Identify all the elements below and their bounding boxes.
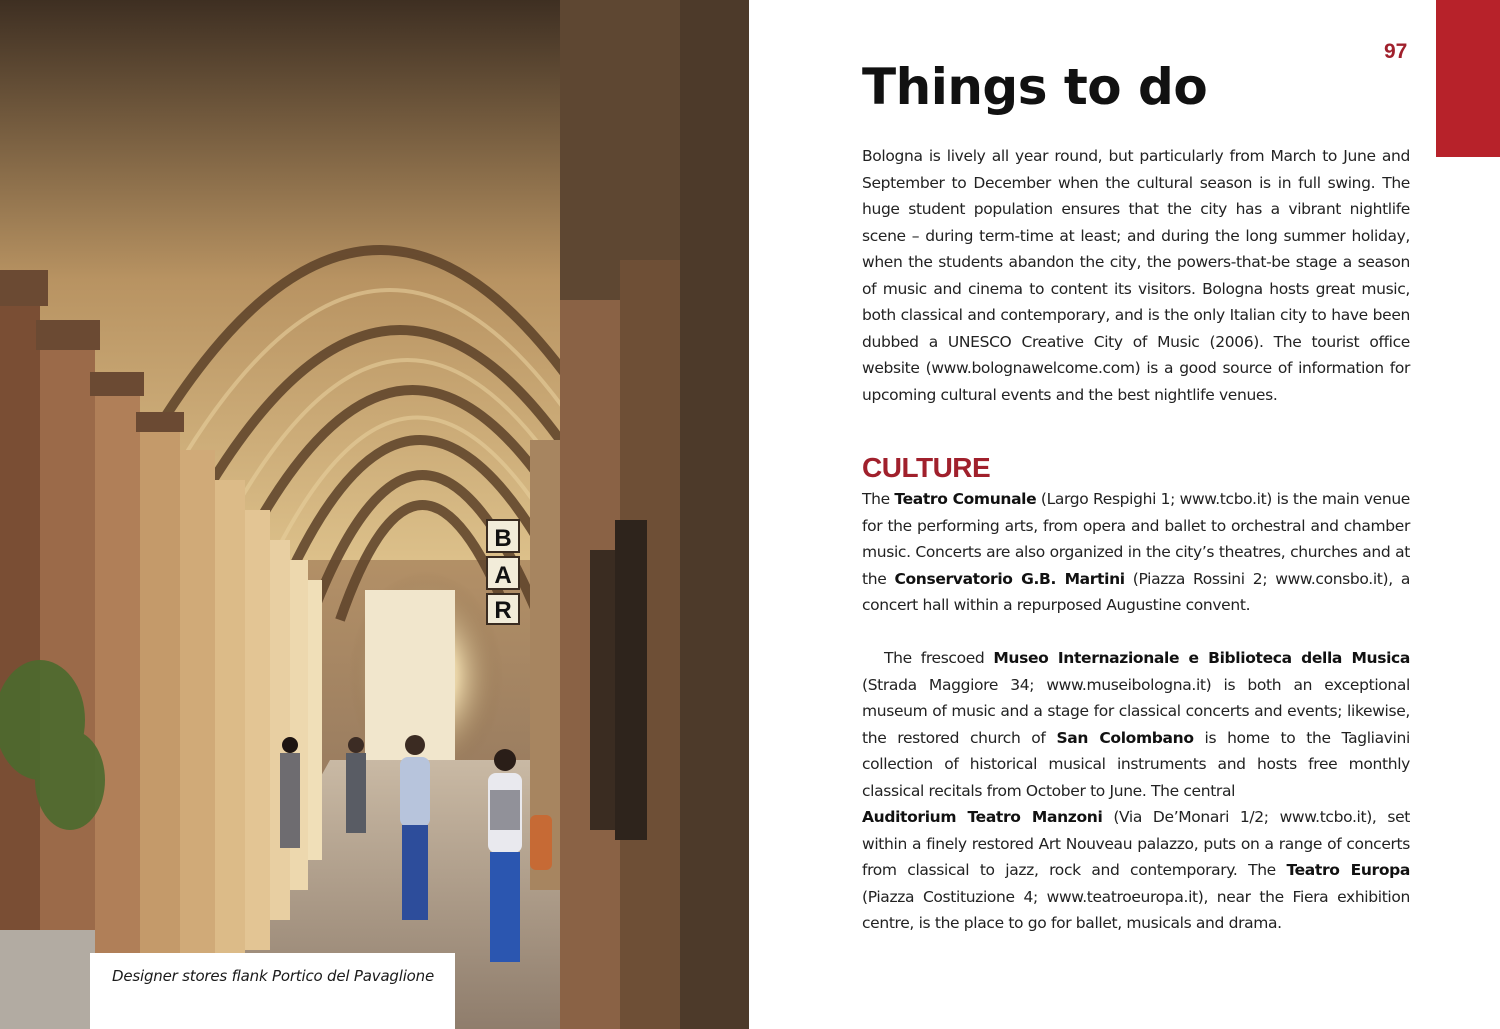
page-number: 97 [1384,40,1408,63]
venue-name-conservatorio: Conservatorio G.B. Martini [894,569,1125,588]
text-run: (Via De’Monari 1/2; www.tcbo.it), set within a finely restored Art Nouveau palazzo, puts on a range of concerts from classical to jazz, rock and contemporary. The [862,808,1411,879]
venue-name-teatro-manzoni: Auditorium Teatro Manzoni [862,808,1103,826]
page-title: Things to do [862,58,1208,116]
section-heading-culture: CULTURE [862,452,991,483]
culture-paragraph-1 [862,486,1410,619]
photo-caption-box [90,953,455,1029]
text-run: (Piazza Rossini 2; www.consbo.it), a concert hall within a repurposed Augustine convent. [862,569,1410,614]
svg-text:B: B [494,525,512,552]
venue-name-san-colombano: San Colombano [1056,728,1194,747]
chapter-thumb-tab [1436,0,1500,157]
text-run: (Largo Respighi 1; www.tcbo.it) is the main venue for the performing arts, from opera and ballet to orchestral and chamber music. Concerts are also organized in the city’s theatres, churches and at the [862,490,1410,588]
bar-sign [487,520,519,624]
text-run: is home to the Tagliavini collection of historical musical instruments and hosts free monthly classical recitals from October to June. The central [862,728,1410,800]
photo-caption: Designer stores flank Portico del Pavaglione [112,967,434,985]
venue-name-teatro-europa: Teatro Europa [1286,861,1410,879]
venue-name-teatro-comunale: Teatro Comunale [894,490,1037,508]
culture-paragraph-3 [862,804,1410,937]
portico-illustration [0,0,749,1029]
svg-text:R: R [494,597,512,624]
text-run: (Piazza Costituzione 4; www.teatroeuropa.it), near the Fiera exhibition centre, is the place to go for ballet, musicals and drama. [862,887,1410,932]
portico-photo [0,0,749,1029]
text-run: The [862,490,895,508]
text-run: The frescoed [884,649,994,667]
intro-paragraph: Bologna is lively all year round, but particularly from March to June and September to December when the cultural season is in full swing. The huge student population ensures that the city has a vibrant nightlife scene – during term-time at least; and during the long summer holiday, when the students abandon the city, the powers-that-be stage a season of music and cinema to content its visitors. Bologna hosts great music, both classical and contemporary, and is the only Italian city to have been dubbed a UNESCO Creative City of Music (2006). The tourist office website (www.bolognawelcome.com) is a good source of information for upcoming cultural events and the best nightlife venues. [862,147,1410,404]
svg-text:A: A [494,562,512,589]
text-run: (Strada Maggiore 34; www.museibologna.it) is both an exceptional museum of music and a stage for classical concerts and events; likewise, the restored church of [862,675,1410,747]
venue-name-museo-musica: Museo Internazionale e Biblioteca della Musica [993,649,1410,667]
culture-paragraph-2 [862,645,1410,804]
